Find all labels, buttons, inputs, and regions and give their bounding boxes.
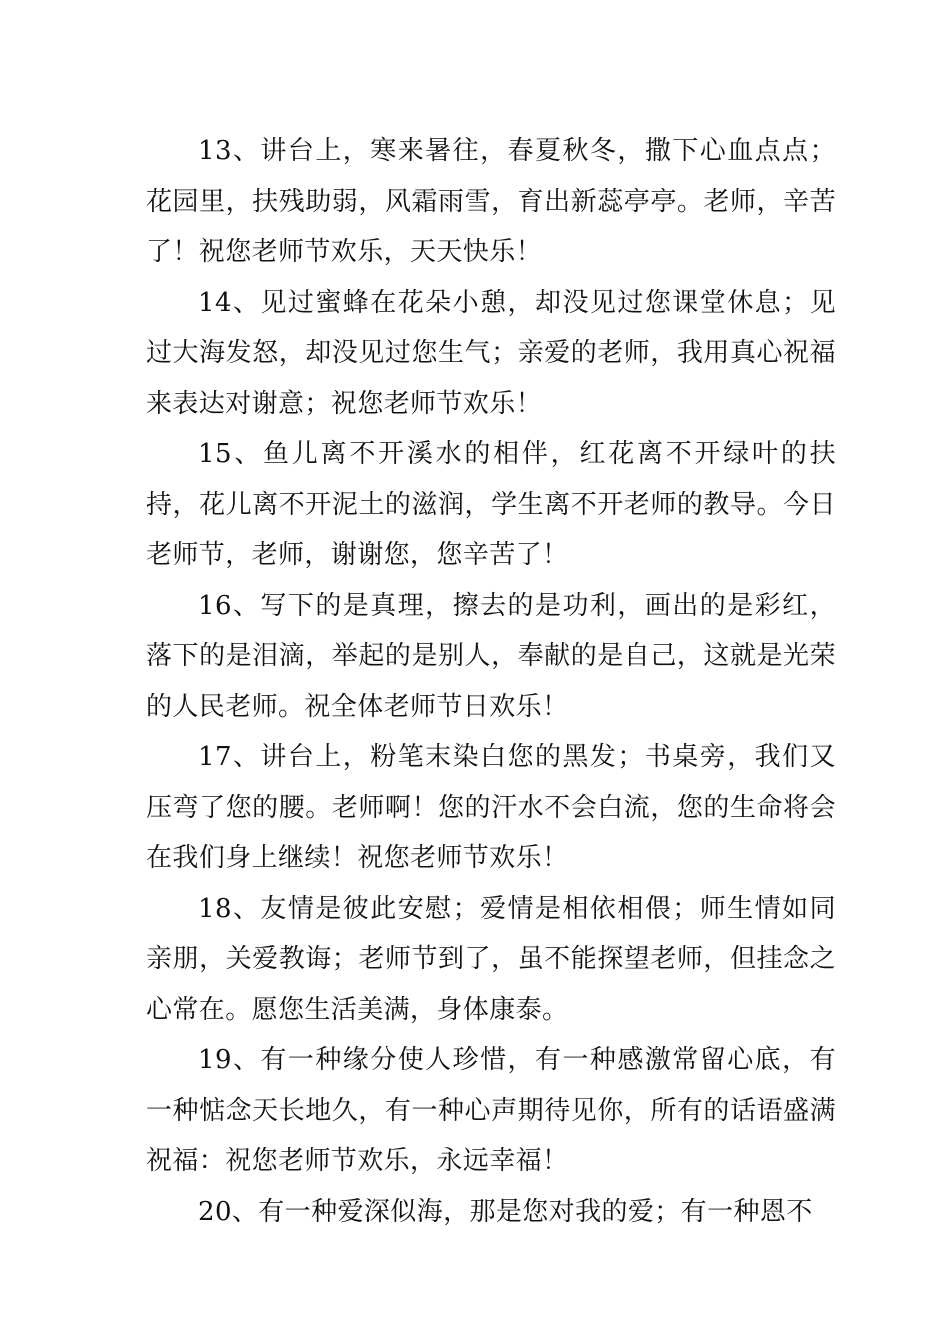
paragraph-16: 16、写下的是真理，擦去的是功利，画出的是彩红，落下的是泪滴，举起的是别人，奉献的是自己，这就是光荣的人民老师。祝全体老师节日欢乐！ — [146, 590, 836, 722]
paragraph-14: 14、见过蜜蜂在花朵小憩，却没见过您课堂休息；见过大海发怒，却没见过您生气；亲爱的老师，我用真心祝福来表达对谢意；祝您老师节欢乐！ — [146, 287, 836, 419]
paragraph-20: 20、有一种爱深似海，那是您对我的爱；有一种恩不 — [198, 1196, 813, 1227]
paragraph-17: 17、讲台上，粉笔末染白您的黑发；书桌旁，我们又压弯了您的腰。老师啊！您的汗水不会白流，您的生命将会在我们身上继续！祝您老师节欢乐！ — [146, 742, 836, 873]
paragraph-13: 13、讲台上，寒来暑往，春夏秋冬，撒下心血点点；花园里，扶残助弱，风霜雨雪，育出新蕊亭亭。老师，辛苦了！祝您老师节欢乐，天天快乐！ — [146, 136, 836, 267]
paragraph-19: 19、有一种缘分使人珍惜，有一种感激常留心底，有一种惦念天长地久，有一种心声期待见你，所有的话语盛满祝福：祝您老师节欢乐，永远幸福！ — [146, 1045, 836, 1176]
paragraph-18: 18、友情是彼此安慰；爱情是相依相偎；师生情如同亲朋，关爱教诲；老师节到了，虽不能探望老师，但挂念之心常在。愿您生活美满，身体康泰。 — [146, 893, 836, 1025]
document-body — [146, 126, 836, 1237]
paragraph-15: 15、鱼儿离不开溪水的相伴，红花离不开绿叶的扶持，花儿离不开泥土的滋润，学生离不开老师的教导。今日老师节，老师，谢谢您，您辛苦了！ — [146, 439, 836, 570]
